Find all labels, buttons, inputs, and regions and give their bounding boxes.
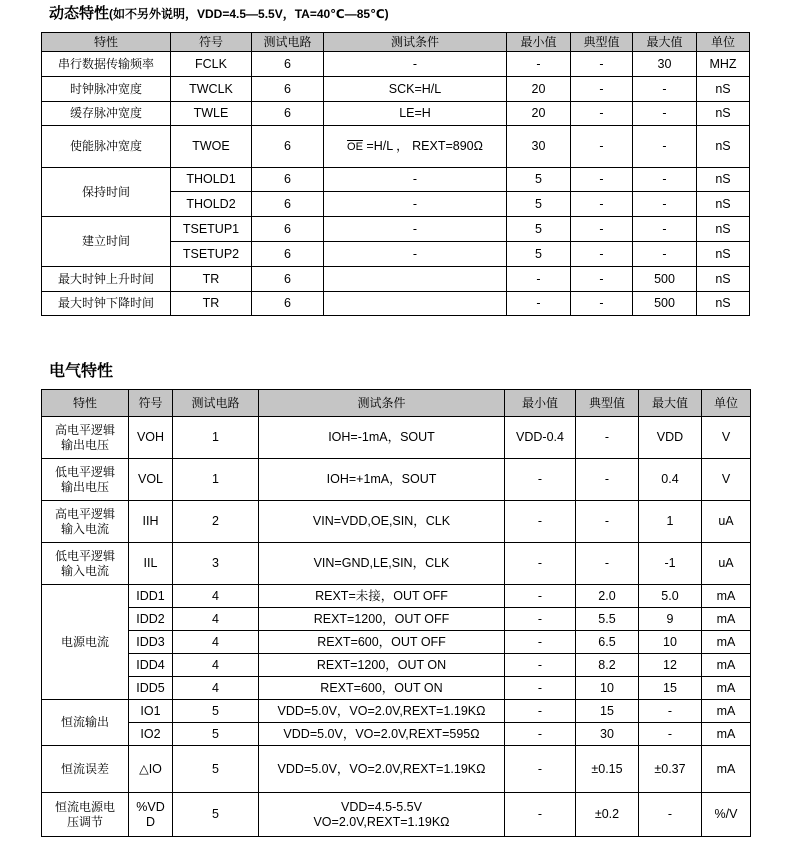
oe-overline-label: $\overline{OE}$ bbox=[347, 140, 363, 153]
dynamic-characteristics-table bbox=[41, 32, 750, 316]
unit-cell: MHZ bbox=[697, 52, 750, 77]
param-name: 串行数据传输频率 bbox=[42, 52, 171, 77]
condition-cell bbox=[259, 793, 505, 837]
unit-cell: mA bbox=[702, 746, 751, 793]
max-cell: - bbox=[633, 217, 697, 242]
table-row bbox=[42, 793, 751, 837]
symbol-cell bbox=[129, 793, 173, 837]
unit-cell: uA bbox=[702, 543, 751, 585]
param-name bbox=[42, 459, 129, 501]
table-row bbox=[42, 501, 751, 543]
circuit-cell: 4 bbox=[173, 585, 259, 608]
typ-cell: - bbox=[571, 126, 633, 168]
typ-cell: 30 bbox=[576, 723, 639, 746]
condition-cell: VDD=5.0V，VO=2.0V,REXT=1.19KΩ bbox=[259, 746, 505, 793]
unit-cell: nS bbox=[697, 126, 750, 168]
circuit-cell: 6 bbox=[252, 292, 324, 316]
table-row bbox=[42, 267, 750, 292]
max-cell: 500 bbox=[633, 292, 697, 316]
min-cell: 20 bbox=[507, 102, 571, 126]
circuit-cell: 3 bbox=[173, 543, 259, 585]
condition-cell: VIN=GND,LE,SIN，CLK bbox=[259, 543, 505, 585]
unit-cell: nS bbox=[697, 77, 750, 102]
typ-cell: ±0.15 bbox=[576, 746, 639, 793]
condition-line: VO=2.0V,REXT=1.19KΩ bbox=[313, 814, 450, 829]
symbol-cell: TWLE bbox=[171, 102, 252, 126]
min-cell: VDD-0.4 bbox=[505, 417, 576, 459]
param-name: 恒流输出 bbox=[42, 700, 129, 746]
table-header-row bbox=[42, 390, 751, 417]
typ-cell: - bbox=[576, 543, 639, 585]
max-cell: - bbox=[633, 77, 697, 102]
condition-text: =H/L ， REXT=890Ω bbox=[366, 138, 483, 153]
param-name bbox=[42, 543, 129, 585]
min-cell: - bbox=[505, 631, 576, 654]
unit-cell: mA bbox=[702, 654, 751, 677]
symbol-cell: IIH bbox=[129, 501, 173, 543]
header-cell: 单位 bbox=[697, 33, 750, 52]
circuit-cell: 1 bbox=[173, 417, 259, 459]
typ-cell: - bbox=[571, 77, 633, 102]
condition-cell: IOH=+1mA，SOUT bbox=[259, 459, 505, 501]
max-cell: 0.4 bbox=[639, 459, 702, 501]
electrical-characteristics-table bbox=[41, 389, 751, 837]
table-row bbox=[42, 126, 750, 168]
param-name bbox=[42, 501, 129, 543]
header-cell: 典型值 bbox=[571, 33, 633, 52]
unit-cell: mA bbox=[702, 585, 751, 608]
header-cell: 测试电路 bbox=[252, 33, 324, 52]
table-row bbox=[42, 723, 751, 746]
table-row bbox=[42, 746, 751, 793]
min-cell: - bbox=[505, 723, 576, 746]
unit-cell: mA bbox=[702, 723, 751, 746]
symbol-cell: IDD2 bbox=[129, 608, 173, 631]
symbol-cell: △IO bbox=[129, 746, 173, 793]
table-row bbox=[42, 677, 751, 700]
min-cell: - bbox=[505, 459, 576, 501]
unit-cell: nS bbox=[697, 242, 750, 267]
circuit-cell: 5 bbox=[173, 746, 259, 793]
param-name: 建立时间 bbox=[42, 217, 171, 267]
circuit-cell: 5 bbox=[173, 723, 259, 746]
symbol-cell: TR bbox=[171, 267, 252, 292]
max-cell: 30 bbox=[633, 52, 697, 77]
symbol-cell: VOH bbox=[129, 417, 173, 459]
param-name-line: 低电平逻辑 bbox=[54, 548, 115, 563]
typ-cell: - bbox=[576, 417, 639, 459]
header-cell: 符号 bbox=[171, 33, 252, 52]
min-cell: - bbox=[507, 267, 571, 292]
table-row bbox=[42, 631, 751, 654]
min-cell: - bbox=[505, 543, 576, 585]
condition-cell: REXT=未接，OUT OFF bbox=[259, 585, 505, 608]
typ-cell: 15 bbox=[576, 700, 639, 723]
symbol-line: %VD bbox=[136, 799, 165, 814]
min-cell: 30 bbox=[507, 126, 571, 168]
min-cell: - bbox=[505, 654, 576, 677]
typ-cell: - bbox=[571, 217, 633, 242]
param-name: 使能脉冲宽度 bbox=[42, 126, 171, 168]
electrical-title: 电气特性 bbox=[49, 363, 114, 380]
max-cell: - bbox=[633, 168, 697, 192]
unit-cell: mA bbox=[702, 608, 751, 631]
typ-cell: 10 bbox=[576, 677, 639, 700]
circuit-cell: 1 bbox=[173, 459, 259, 501]
typ-cell: 8.2 bbox=[576, 654, 639, 677]
typ-cell: 2.0 bbox=[576, 585, 639, 608]
max-cell: - bbox=[633, 126, 697, 168]
param-name: 电源电流 bbox=[42, 585, 129, 700]
min-cell: - bbox=[505, 585, 576, 608]
header-cell: 单位 bbox=[702, 390, 751, 417]
max-cell: - bbox=[633, 242, 697, 267]
typ-cell: - bbox=[576, 459, 639, 501]
max-cell: VDD bbox=[639, 417, 702, 459]
symbol-cell: IDD5 bbox=[129, 677, 173, 700]
param-name-line: 高电平逻辑 bbox=[54, 506, 115, 521]
unit-cell: V bbox=[702, 417, 751, 459]
header-cell: 特性 bbox=[42, 33, 171, 52]
table-row bbox=[42, 217, 750, 242]
circuit-cell: 6 bbox=[252, 77, 324, 102]
circuit-cell: 6 bbox=[252, 217, 324, 242]
header-cell: 最小值 bbox=[505, 390, 576, 417]
symbol-cell: TR bbox=[171, 292, 252, 316]
table-row bbox=[42, 585, 751, 608]
condition-cell: REXT=1200，OUT ON bbox=[259, 654, 505, 677]
min-cell: - bbox=[505, 677, 576, 700]
circuit-cell: 4 bbox=[173, 608, 259, 631]
param-name: 恒流误差 bbox=[42, 746, 129, 793]
min-cell: 20 bbox=[507, 77, 571, 102]
header-cell: 最大值 bbox=[633, 33, 697, 52]
max-cell: - bbox=[639, 723, 702, 746]
typ-cell: - bbox=[571, 192, 633, 217]
typ-cell: - bbox=[571, 267, 633, 292]
typ-cell: - bbox=[571, 292, 633, 316]
symbol-cell: IO2 bbox=[129, 723, 173, 746]
header-cell: 最小值 bbox=[507, 33, 571, 52]
unit-cell: mA bbox=[702, 700, 751, 723]
condition-cell: - bbox=[324, 242, 507, 267]
max-cell: - bbox=[633, 102, 697, 126]
table-row bbox=[42, 654, 751, 677]
unit-cell: nS bbox=[697, 267, 750, 292]
condition-cell bbox=[324, 292, 507, 316]
min-cell: 5 bbox=[507, 192, 571, 217]
param-name-line: 输出电压 bbox=[60, 437, 109, 452]
header-cell: 最大值 bbox=[639, 390, 702, 417]
symbol-cell: IDD4 bbox=[129, 654, 173, 677]
max-cell: - bbox=[639, 700, 702, 723]
min-cell: - bbox=[505, 501, 576, 543]
table-row bbox=[42, 417, 751, 459]
unit-cell: mA bbox=[702, 631, 751, 654]
table-row bbox=[42, 459, 751, 501]
condition-cell: - bbox=[324, 168, 507, 192]
header-cell: 符号 bbox=[129, 390, 173, 417]
symbol-cell: FCLK bbox=[171, 52, 252, 77]
min-cell: - bbox=[505, 700, 576, 723]
circuit-cell: 4 bbox=[173, 654, 259, 677]
header-cell: 典型值 bbox=[576, 390, 639, 417]
param-name bbox=[42, 417, 129, 459]
unit-cell: nS bbox=[697, 192, 750, 217]
typ-cell: - bbox=[571, 102, 633, 126]
condition-cell: REXT=600，OUT OFF bbox=[259, 631, 505, 654]
condition-cell: LE=H bbox=[324, 102, 507, 126]
param-name-line: 压调节 bbox=[66, 814, 103, 829]
symbol-cell: IO1 bbox=[129, 700, 173, 723]
symbol-cell: VOL bbox=[129, 459, 173, 501]
max-cell: - bbox=[633, 192, 697, 217]
table-row bbox=[42, 77, 750, 102]
symbol-cell: TSETUP2 bbox=[171, 242, 252, 267]
circuit-cell: 6 bbox=[252, 242, 324, 267]
table-row bbox=[42, 700, 751, 723]
param-name: 时钟脉冲宽度 bbox=[42, 77, 171, 102]
header-cell: 测试电路 bbox=[173, 390, 259, 417]
header-cell: 特性 bbox=[42, 390, 129, 417]
symbol-cell: TSETUP1 bbox=[171, 217, 252, 242]
symbol-cell: IDD1 bbox=[129, 585, 173, 608]
dynamic-title-main: 动态特性 bbox=[49, 5, 110, 22]
max-cell: ±0.37 bbox=[639, 746, 702, 793]
table-row bbox=[42, 52, 750, 77]
symbol-cell: IIL bbox=[129, 543, 173, 585]
table-row bbox=[42, 292, 750, 316]
condition-cell: - bbox=[324, 192, 507, 217]
condition-cell: - bbox=[324, 217, 507, 242]
dynamic-title-note: (如不另外说明，VDD=4.5—5.5V，TA=40℃—85℃) bbox=[109, 7, 389, 21]
circuit-cell: 4 bbox=[173, 677, 259, 700]
circuit-cell: 5 bbox=[173, 793, 259, 837]
condition-cell: VIN=VDD,OE,SIN，CLK bbox=[259, 501, 505, 543]
min-cell: 5 bbox=[507, 217, 571, 242]
max-cell: 5.0 bbox=[639, 585, 702, 608]
condition-cell: REXT=600，OUT ON bbox=[259, 677, 505, 700]
symbol-line: D bbox=[145, 814, 156, 829]
param-name: 保持时间 bbox=[42, 168, 171, 217]
condition-cell: VDD=5.0V，VO=2.0V,REXT=1.19KΩ bbox=[259, 700, 505, 723]
typ-cell: - bbox=[571, 52, 633, 77]
max-cell: 1 bbox=[639, 501, 702, 543]
max-cell: -1 bbox=[639, 543, 702, 585]
table-row bbox=[42, 102, 750, 126]
unit-cell: nS bbox=[697, 102, 750, 126]
table-row bbox=[42, 543, 751, 585]
table-row bbox=[42, 608, 751, 631]
symbol-cell: THOLD2 bbox=[171, 192, 252, 217]
circuit-cell: 2 bbox=[173, 501, 259, 543]
min-cell: - bbox=[505, 746, 576, 793]
condition-cell bbox=[324, 126, 507, 168]
typ-cell: 6.5 bbox=[576, 631, 639, 654]
min-cell: 5 bbox=[507, 168, 571, 192]
unit-cell: %/V bbox=[702, 793, 751, 837]
condition-cell: - bbox=[324, 52, 507, 77]
param-name-line: 高电平逻辑 bbox=[54, 422, 115, 437]
condition-line: VDD=4.5-5.5V bbox=[341, 799, 422, 814]
symbol-cell: THOLD1 bbox=[171, 168, 252, 192]
circuit-cell: 5 bbox=[173, 700, 259, 723]
unit-cell: nS bbox=[697, 217, 750, 242]
circuit-cell: 6 bbox=[252, 102, 324, 126]
dynamic-title bbox=[49, 2, 389, 23]
symbol-cell: IDD3 bbox=[129, 631, 173, 654]
min-cell: 5 bbox=[507, 242, 571, 267]
max-cell: 15 bbox=[639, 677, 702, 700]
min-cell: - bbox=[505, 793, 576, 837]
unit-cell: mA bbox=[702, 677, 751, 700]
min-cell: - bbox=[507, 292, 571, 316]
unit-cell: uA bbox=[702, 501, 751, 543]
condition-cell: REXT=1200，OUT OFF bbox=[259, 608, 505, 631]
table-header-row bbox=[42, 33, 750, 52]
min-cell: - bbox=[505, 608, 576, 631]
param-name bbox=[42, 793, 129, 837]
unit-cell: V bbox=[702, 459, 751, 501]
param-name-line: 输出电压 bbox=[60, 479, 109, 494]
max-cell: 12 bbox=[639, 654, 702, 677]
param-name-line: 输入电流 bbox=[60, 563, 109, 578]
table-row bbox=[42, 168, 750, 192]
param-name-line: 输入电流 bbox=[60, 521, 109, 536]
param-name-line: 低电平逻辑 bbox=[54, 464, 115, 479]
typ-cell: ±0.2 bbox=[576, 793, 639, 837]
min-cell: - bbox=[507, 52, 571, 77]
symbol-cell: TWCLK bbox=[171, 77, 252, 102]
typ-cell: - bbox=[576, 501, 639, 543]
condition-cell bbox=[324, 267, 507, 292]
typ-cell: - bbox=[571, 168, 633, 192]
param-name-line: 恒流电源电 bbox=[54, 799, 115, 814]
param-name: 最大时钟上升时间 bbox=[42, 267, 171, 292]
unit-cell: nS bbox=[697, 292, 750, 316]
max-cell: 9 bbox=[639, 608, 702, 631]
param-name: 最大时钟下降时间 bbox=[42, 292, 171, 316]
header-cell: 测试条件 bbox=[324, 33, 507, 52]
symbol-cell: TWOE bbox=[171, 126, 252, 168]
condition-cell: SCK=H/L bbox=[324, 77, 507, 102]
typ-cell: - bbox=[571, 242, 633, 267]
circuit-cell: 6 bbox=[252, 192, 324, 217]
circuit-cell: 4 bbox=[173, 631, 259, 654]
max-cell: 10 bbox=[639, 631, 702, 654]
condition-cell: VDD=5.0V，VO=2.0V,REXT=595Ω bbox=[259, 723, 505, 746]
circuit-cell: 6 bbox=[252, 168, 324, 192]
condition-cell: IOH=-1mA，SOUT bbox=[259, 417, 505, 459]
header-cell: 测试条件 bbox=[259, 390, 505, 417]
param-name: 缓存脉冲宽度 bbox=[42, 102, 171, 126]
unit-cell: nS bbox=[697, 168, 750, 192]
max-cell: 500 bbox=[633, 267, 697, 292]
circuit-cell: 6 bbox=[252, 267, 324, 292]
max-cell: - bbox=[639, 793, 702, 837]
typ-cell: 5.5 bbox=[576, 608, 639, 631]
circuit-cell: 6 bbox=[252, 52, 324, 77]
circuit-cell: 6 bbox=[252, 126, 324, 168]
